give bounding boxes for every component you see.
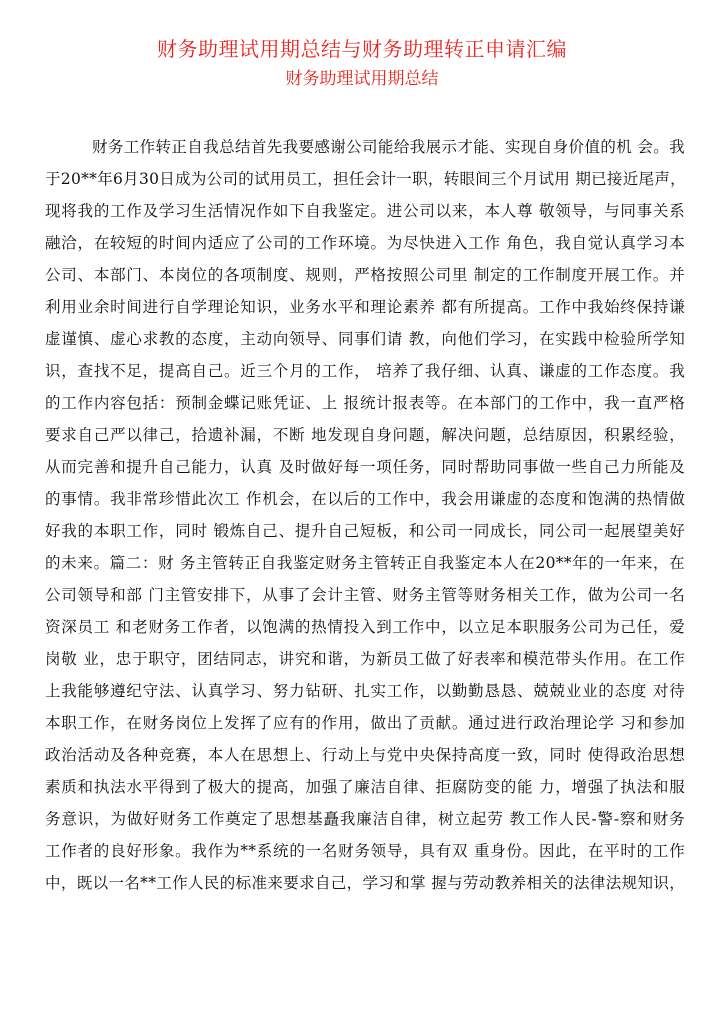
body-line: 政治活动及各种竞赛，本人在思想上、行动上与党中央保持高度一致，同时 使得政治思想 xyxy=(45,746,685,764)
body-line: 的工作内容包括：预制金蝶记账凭证、上 报统计报表等。在本部门的工作中，我一直严格 xyxy=(45,394,685,412)
document-subtitle: 财务助理试用期总结 xyxy=(285,69,439,89)
body-line: 务意识，为做好财务工作奠定了思想基矗我廉洁自律，树立起劳 教工作人民-警-察和财务 xyxy=(45,810,685,828)
body-line: 资深员工 和老财务工作者，以饱满的热情投入到工作中，以立足本职服务公司为己任，爱 xyxy=(45,618,685,636)
body-line: 识，查找不足，提高自己。近三个月的工作， 培养了我仔细、认真、谦虚的工作态度。我 xyxy=(45,362,685,380)
body-line: 好我的本职工作，同时 锻炼自己、提升自己短板，和公司一同成长，同公司一起展望美好 xyxy=(45,522,685,540)
body-line: 要求自己严以律己，拾遗补漏，不断 地发现自身问题，解决问题，总结原因，积累经验， xyxy=(45,426,685,444)
body-line: 中，既以一名**工作人民的标准来要求自己，学习和掌 握与劳动教养相关的法律法规知识， xyxy=(45,874,685,892)
body-line: 公司、本部门、本岗位的各项制度、规则，严格按照公司里 制定的工作制度开展工作。并 xyxy=(45,266,685,284)
body-line: 本职工作，在财务岗位上发挥了应有的作用，做出了贡献。通过进行政治理论学 习和参加 xyxy=(45,714,685,732)
body-line: 融洽，在较短的时间内适应了公司的工作环境。为尽快进入工作 角色，我自觉认真学习本 xyxy=(45,234,685,252)
body-line: 从而完善和提升自己能力，认真 及时做好每一项任务，同时帮助同事做一些自己力所能及 xyxy=(45,458,685,476)
body-line: 的事情。我非常珍惜此次工 作机会，在以后的工作中，我会用谦虚的态度和饱满的热情做 xyxy=(45,490,685,508)
body-line: 工作者的良好形象。我作为**系统的一名财务领导，具有双 重身份。因此，在平时的工作 xyxy=(45,842,685,860)
body-line: 岗敬 业，忠于职守，团结同志，讲究和谐，为新员工做了好表率和模范带头作用。在工作 xyxy=(45,650,685,668)
body-line: 的未来。篇二：财 务主管转正自我鉴定财务主管转正自我鉴定本人在20**年的一年来，在 xyxy=(45,554,685,572)
body-line: 于20**年6月30日成为公司的试用员工，担任会计一职，转眼间三个月试用 期已接近尾声， xyxy=(45,170,686,188)
body-line: 现将我的工作及学习生活情况作如下自我鉴定。进公司以来，本人尊 敬领导，与同事关系 xyxy=(45,202,685,220)
body-line: 素质和执法水平得到了极大的提高，加强了廉洁自律、拒腐防变的能 力，增强了执法和服 xyxy=(45,778,685,796)
document-title: 财务助理试用期总结与财务助理转正申请汇编 xyxy=(157,37,567,61)
body-line: 上我能够遵纪守法、认真学习、努力钻研、扎实工作，以勤勤恳恳、兢兢业业的态度 对待 xyxy=(45,682,685,700)
body-line: 公司领导和部 门主管安排下，从事了会计主管、财务主管等财务相关工作，做为公司一名 xyxy=(45,586,685,604)
body-line: 财务工作转正自我总结首先我要感谢公司能给我展示才能、实现自身价值的机 会。我 xyxy=(92,138,685,156)
body-line: 虚谨慎、虚心求教的态度，主动向领导、同事们请 教，向他们学习，在实践中检验所学知 xyxy=(45,330,685,348)
body-line: 利用业余时间进行自学理论知识，业务水平和理论素养 都有所提高。工作中我始终保持谦 xyxy=(45,298,685,316)
